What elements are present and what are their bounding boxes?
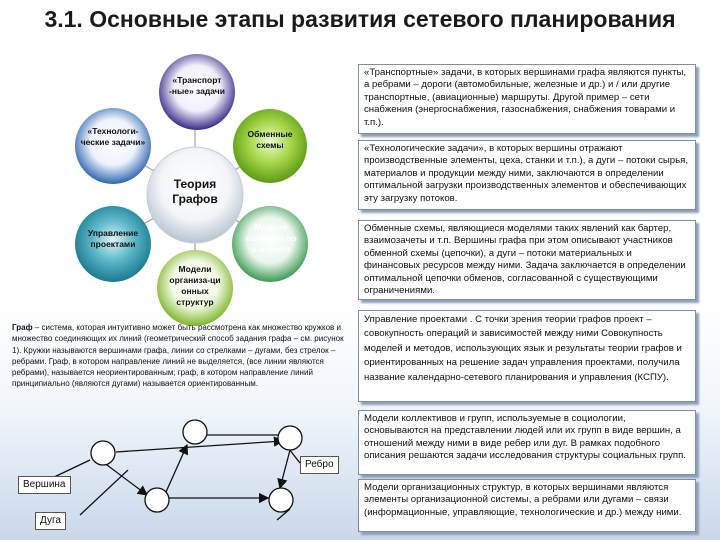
page-title: 3.1. Основные этапы развития сетевого планирования (44, 6, 676, 32)
box-collectives: Модели коллективов и групп, используемые в социологии, основываются на представлении людей или их групп в виде вершин, а отношений между ними в виде ребер или дуг. В рамках подобного описания решаются задачи исследования структуры социальных групп. (358, 410, 696, 475)
graph-arc-4 (280, 450, 290, 488)
box-transport: «Транспортные» задачи, в которых вершинами графа являются пункты, а ребрами – дороги (автомобильные, железные и др.) и / или другие транспортные, (авиационные) маршруты. Другой пример – сети снабжения (энергоснабжения, газоснабжения, снабжения товарами и т.п.). (358, 64, 696, 134)
box-technological: «Технологические задачи», в которых вершины отражают производственные элементы, цеха, станки и т.п.), а дуги – потоки сырья, материалов и продукции между ними, заключаются в определении оптимальной загрузки производственных элементов и обеспечивающих эту загрузку потоков. (358, 140, 696, 210)
callout-vertex: Вершина (18, 476, 71, 494)
box-exchange: Обменные схемы, являющиеся моделями таких явлений как бартер, взаимозачеты и т.п. Вершины графа при этом описывают участников обменной схемы (цепочки), а дуги – потоки материальных и финансовых ресурсов между ними. Задача заключается в определении оптимальной цепочки обменов, согласованной с существующими ограничениями. (358, 220, 696, 300)
callout-arc: Дуга (35, 512, 66, 530)
graph-vertex (91, 441, 115, 465)
graph-vertex (183, 420, 207, 444)
hub-node-exchange-label: Обменные схемы (247, 129, 293, 150)
hub-center-label: Теория Графов (172, 177, 218, 206)
hub-node-project-label: Управление проектами (87, 228, 139, 249)
hub-node-organizational-label: Модели организа-ци онных структур (169, 264, 221, 307)
hub-node-technological-label: «Технологи-ческие задачи» (80, 126, 146, 147)
graph-vertex (278, 426, 302, 450)
box-project: Управление проектами . С точки зрения теории графов проект – совокупность операций и зависимостей между ними Совокупность моделей и методов, использующих язык и результаты теории графов и ориентированных на решение задач управления проектами, получила название календарно-сетевого планирования и управления (КСПУ). (358, 310, 696, 402)
hub-node-transport-label: «Транспорт -ные» задачи (169, 75, 225, 96)
graph-term: Граф (12, 323, 33, 332)
box-organizational: Модели организационных структур, в которых вершинами являются элементы организационной системы, а ребрами или дугами – связи (информационные, управляющие, технологические и др.) между ними. (358, 479, 696, 532)
callout-edge: Ребро (300, 456, 339, 474)
example-graph (50, 435, 300, 520)
graph-vertex (269, 488, 293, 512)
graph-arc-3 (166, 445, 187, 492)
graph-vertex (145, 488, 169, 512)
callout-line-edge (289, 449, 300, 463)
graph-definition (12, 322, 348, 390)
callout-line-arc (80, 470, 128, 515)
graph-arc-1 (103, 462, 147, 495)
hub-node-collectives-label: Модели коллекти-во в и групп (245, 222, 297, 254)
graph-definition-text: – система, которая интуитивно может быть рассмотрена как множество кружков и множество соединяющих их линий (геометрический способ задания графа – см. рисунок 1). Кружки называются вершинами графа, линии со стрелками – дугами, без стрелок – ребрами. Граф, в котором направление линий не выделяется, (все линии являются ребрами), называется неориентированным; граф, в котором направление линий принципиально (являются дугами) называется ориентированным. (12, 323, 344, 389)
